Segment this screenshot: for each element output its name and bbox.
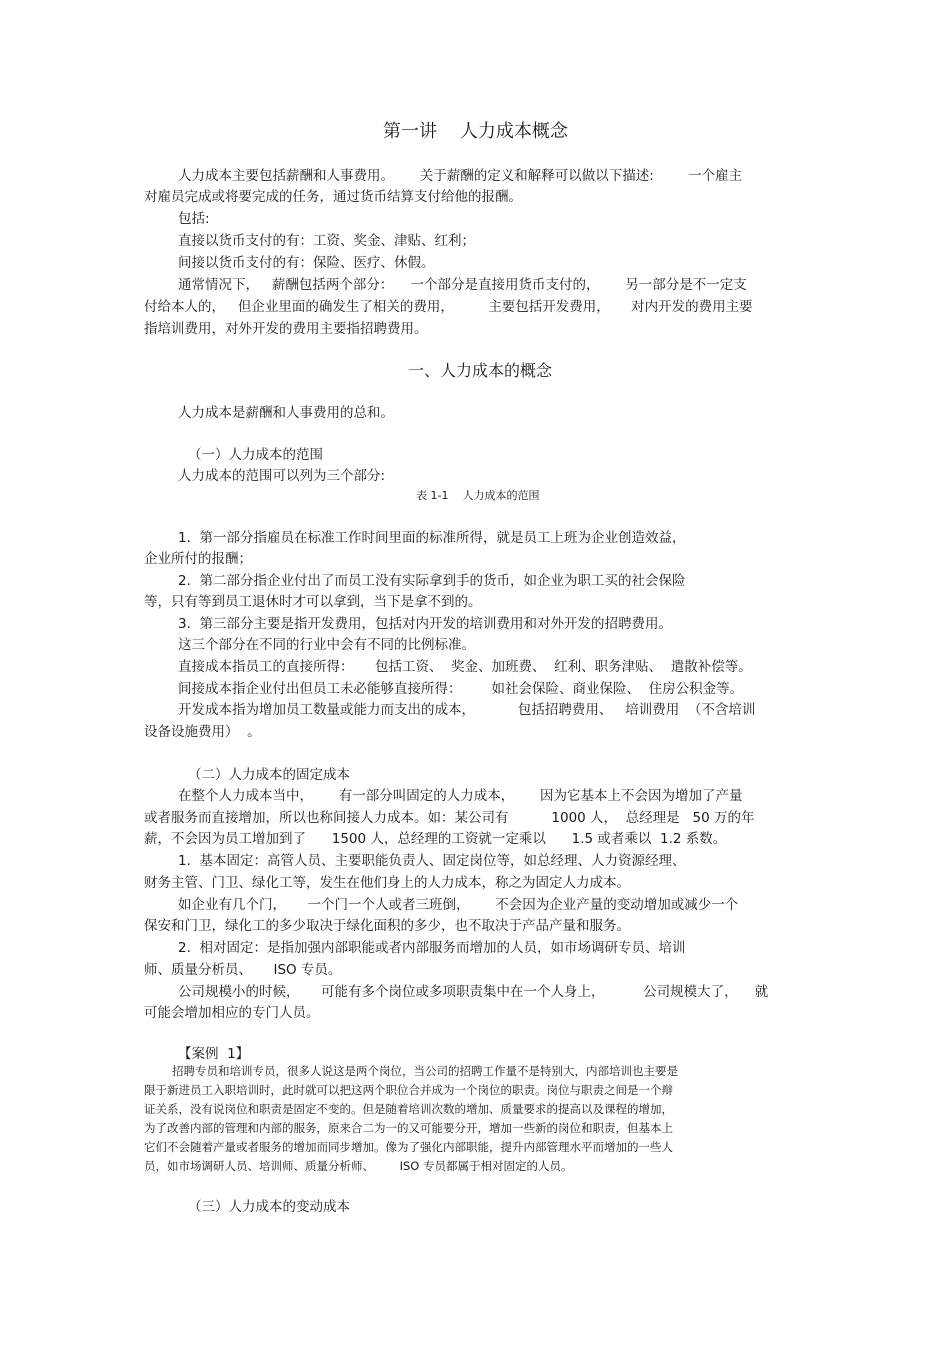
page-title: 第一讲 人力成本概念	[383, 121, 568, 142]
body-line: 1. 基本固定：高管人员、主要职能负责人、固定岗位等，如总经理、人力资源经理、	[178, 853, 686, 869]
body-line: 在整个人力成本当中， 有一部分叫固定的人力成本， 因为它基本上不会因为增加了产量	[178, 788, 743, 804]
body-line: 薪，不会因为员工增加到了 1500 人，总经理的工资就一定乘以 1.5 或者乘以 1.2 系数。	[144, 831, 727, 847]
body-line: 师、质量分析员、 ISO 专员。	[144, 962, 342, 978]
body-line: 如企业有几个门， 一个门一个人或者三班倒， 不会因为企业产量的变动增加或减少一个	[178, 897, 739, 913]
body-line: 1. 第一部分指雇员在标准工作时间里面的标准所得，就是员工上班为企业创造效益，	[178, 530, 686, 546]
subsection-heading: （三）人力成本的变动成本	[188, 1199, 350, 1215]
body-line: 或者服务而直接增加，所以也称间接人力成本。如：某公司有 1000 人， 总经理是 50 万的年	[144, 810, 755, 826]
subsection-intro: 人力成本的范围可以列为三个部分:	[178, 468, 386, 484]
case-label: 【案例 1】	[178, 1046, 250, 1062]
body-line: 企业所付的报酬；	[144, 551, 252, 567]
intro-line: 指培训费用，对外开发的费用主要指招聘费用。	[144, 321, 428, 337]
case-line: 证关系，没有说岗位和职责是固定不变的。但是随着培训次数的增加、质量要求的提高以及课程的增加，	[144, 1102, 673, 1116]
section-heading: 一、人力成本的概念	[408, 361, 553, 380]
intro-line: 间接以货币支付的有：保险、医疗、休假。	[178, 255, 435, 271]
case-line: 为了改善内部的管理和内部的服务，原来合二为一的又可能要分开，增加一些新的岗位和职责，但基本上	[144, 1121, 673, 1135]
section-definition: 人力成本是薪酬和人事费用的总和。	[178, 405, 394, 421]
intro-line: 付给本人的， 但企业里面的确发生了相关的费用， 主要包括开发费用， 对内开发的费用主要	[144, 299, 753, 315]
body-line: 这三个部分在不同的行业中会有不同的比例标准。	[178, 637, 475, 653]
body-line: 间接成本指企业付出但员工未必能够直接所得： 如社会保险、商业保险、 住房公积金等。	[178, 681, 744, 697]
body-line: 2. 第二部分指企业付出了而员工没有实际拿到手的货币，如企业为职工买的社会保险	[178, 573, 686, 589]
body-line: 公司规模小的时候， 可能有多个岗位或多项职责集中在一个人身上， 公司规模大了， 就	[178, 984, 769, 1000]
subsection-heading: （二）人力成本的固定成本	[188, 767, 350, 783]
intro-line: 直接以货币支付的有：工资、奖金、津贴、红利；	[178, 233, 475, 249]
body-line: 财务主管、门卫、绿化工等，发生在他们身上的人力成本，称之为固定人力成本。	[144, 875, 630, 891]
body-line: 2. 相对固定：是指加强内部职能或者内部服务而增加的人员，如市场调研专员、培训	[178, 940, 686, 956]
body-line: 设备设施费用） 。	[144, 724, 261, 740]
intro-line: 人力成本主要包括薪酬和人事费用。 关于薪酬的定义和解释可以做以下描述: 一个雇主	[178, 168, 743, 184]
case-line: 限于新进员工入职培训时，此时就可以把这两个职位合并成为一个岗位的职责。岗位与职责之间是一个辩	[144, 1083, 673, 1097]
body-line: 3. 第三部分主要是指开发费用，包括对内开发的培训费用和对外开发的招聘费用。	[178, 616, 672, 632]
case-line: 员，如市场调研人员、培训师、质量分析师、 ISO 专员都属于相对固定的人员。	[144, 1159, 573, 1173]
body-line: 开发成本指为增加员工数量或能力而支出的成本， 包括招聘费用、 培训费用 （不含培训	[178, 702, 756, 718]
body-line: 等，只有等到员工退休时才可以拿到，当下是拿不到的。	[144, 594, 482, 610]
intro-line: 包括:	[178, 211, 210, 227]
intro-line: 对雇员完成或将要完成的任务，通过货币结算支付给他的报酬。	[144, 189, 522, 205]
body-line: 直接成本指员工的直接所得： 包括工资、 奖金、加班费、 红利、职务津贴、 遣散补偿等。	[178, 659, 752, 675]
table-caption: 表 1-1 人力成本的范围	[416, 489, 540, 502]
case-line: 招聘专员和培训专员，很多人说这是两个岗位，当公司的招聘工作量不是特别大，内部培训也主要是	[172, 1064, 678, 1078]
body-line: 保安和门卫，绿化工的多少取决于绿化面积的多少，也不取决于产品产量和服务。	[144, 918, 630, 934]
case-line: 它们不会随着产量或者服务的增加而同步增加。像为了强化内部职能，提升内部管理水平而增加的一些人	[144, 1140, 673, 1154]
body-line: 可能会增加相应的专门人员。	[144, 1005, 320, 1021]
subsection-heading: （一）人力成本的范围	[188, 447, 323, 463]
intro-line: 通常情况下， 薪酬包括两个部分： 一个部分是直接用货币支付的， 另一部分是不一定支	[178, 277, 747, 293]
